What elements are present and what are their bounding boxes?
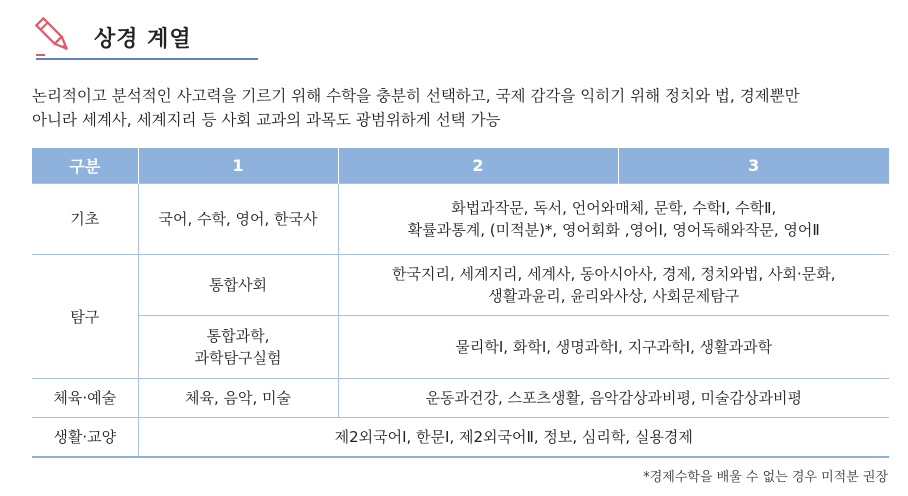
intro-line: 아니라 세계사, 세계지리 등 사회 교과의 과목도 광범위하게 선택 가능	[32, 111, 501, 129]
section-title-row	[32, 8, 262, 60]
course-line: 한국지리, 세계지리, 세계사, 동아시아사, 경제, 정치와법, 사회·문화,	[392, 265, 836, 283]
footnote: *경제수학을 배울 수 없는 경우 미적분 권장	[643, 470, 888, 485]
category-cell: 체육·예술	[32, 379, 138, 418]
category-cell: 탐구	[32, 255, 138, 379]
header-col-1: 1	[138, 148, 338, 184]
course-cell: 국어, 수학, 영어, 한국사	[138, 184, 338, 255]
course-line: 확률과통계, (미적분)*, 영어회화 ,영어Ⅰ, 영어독해와작문, 영어Ⅱ	[407, 221, 820, 239]
table-header-row	[32, 148, 889, 184]
page-title: 상경 계열	[94, 27, 192, 52]
intro-line: 논리적이고 분석적인 사고력을 기르기 위해 수학을 충분히 선택하고, 국제 감각을 익히기 위해 정치와 법, 경제뿐만	[32, 87, 800, 105]
intro-paragraph	[32, 84, 892, 132]
course-cell	[338, 255, 889, 316]
header-category: 구분	[32, 148, 138, 184]
table-row-life	[32, 418, 889, 458]
table-row-arts	[32, 379, 889, 418]
title-underline	[36, 58, 258, 60]
course-cell	[138, 316, 338, 379]
table-row-inquiry-science	[32, 316, 889, 379]
table-row-basic	[32, 184, 889, 255]
course-line: 과학탐구실험	[194, 349, 282, 367]
table-row-inquiry-social	[32, 255, 889, 316]
course-cell: 체육, 음악, 미술	[138, 379, 338, 418]
course-cell: 제2외국어Ⅰ, 한문Ⅰ, 제2외국어Ⅱ, 정보, 심리학, 실용경제	[138, 418, 889, 458]
category-cell: 기초	[32, 184, 138, 255]
course-cell	[338, 184, 889, 255]
pencil-icon	[32, 14, 76, 58]
course-cell: 운동과건강, 스포츠생활, 음악감상과비평, 미술감상과비평	[338, 379, 889, 418]
course-line: 생활과윤리, 윤리와사상, 사회문제탐구	[488, 287, 740, 305]
course-cell: 통합사회	[138, 255, 338, 316]
course-line: 화법과작문, 독서, 언어와매체, 문학, 수학Ⅰ, 수학Ⅱ,	[451, 199, 777, 217]
course-table	[32, 148, 889, 458]
course-line: 통합과학,	[206, 327, 270, 345]
category-cell: 생활·교양	[32, 418, 138, 458]
header-col-2: 2	[338, 148, 618, 184]
header-col-3: 3	[618, 148, 889, 184]
course-cell: 물리학Ⅰ, 화학Ⅰ, 생명과학Ⅰ, 지구과학Ⅰ, 생활과과학	[338, 316, 889, 379]
